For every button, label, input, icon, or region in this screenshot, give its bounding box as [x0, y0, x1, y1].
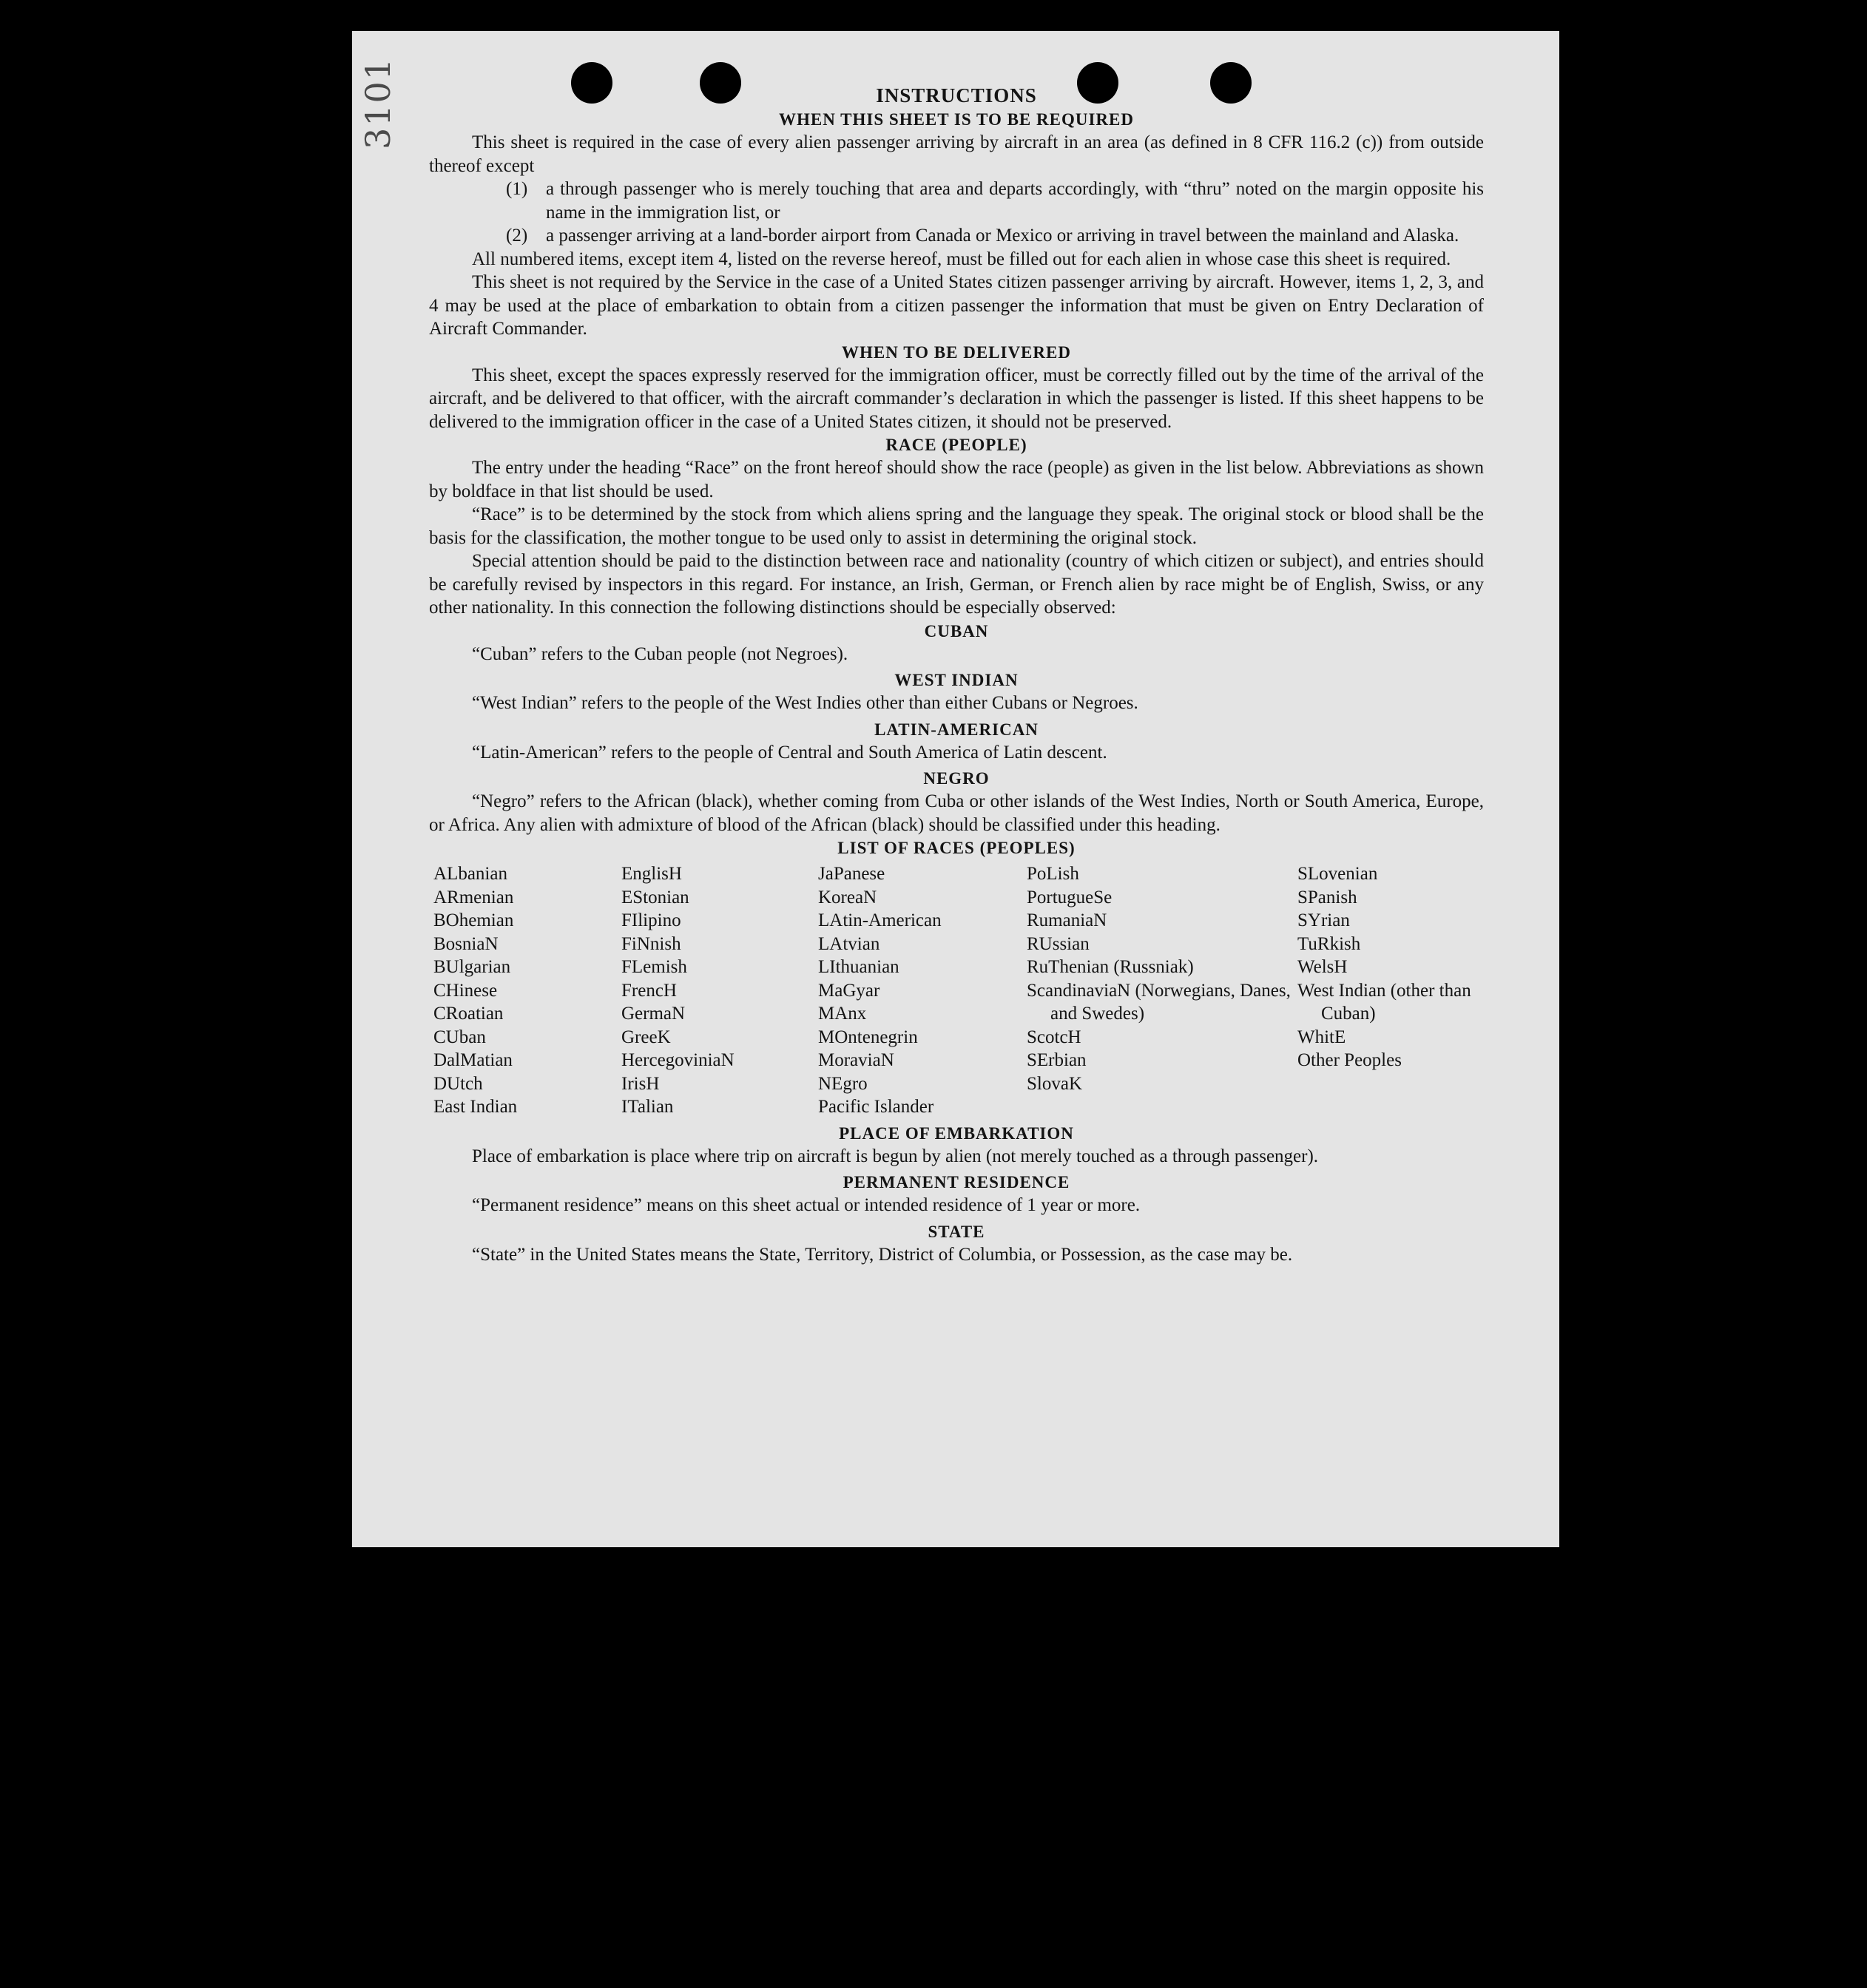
race-paragraph-2: “Race” is to be determined by the stock from which aliens spring and the language they speak. The original stock or blood shall be the basis for the classification, the mother tongue to be used only to assist in determining the original stock.	[429, 504, 1484, 548]
race-list-item: ScandinaviaN (Norwegians, Danes, and Swedes)	[1027, 980, 1291, 1024]
race-list-item: BOhemian	[433, 910, 514, 930]
race-list-item: SErbian	[1027, 1050, 1087, 1070]
race-list-item: FIlipino	[621, 910, 681, 930]
race-list-item: RUssian	[1027, 933, 1090, 954]
cuban-text: “Cuban” refers to the Cuban people (not Negroes).	[472, 643, 848, 664]
when-delivered-text: This sheet, except the spaces expressly reserved for the immigration officer, must be correctly filled out by the time of the arrival of the aircraft, and be delivered to that officer, with the aircraft commander’s declaration in which the passenger is listed. If this sheet happens to be delivered to the immigration officer in the case of a United States citizen, it should not be preserved.	[429, 365, 1484, 432]
race-list-item: MaGyar	[818, 980, 880, 1001]
race-list-item: KoreaN	[818, 887, 877, 907]
races-list	[429, 862, 1484, 1119]
race-list-item: Pacific Islander	[818, 1097, 934, 1117]
section-heading-embarkation: PLACE OF EMBARKATION	[839, 1123, 1074, 1143]
race-list-item: SPanish	[1297, 887, 1357, 907]
page-title: INSTRUCTIONS	[876, 84, 1037, 106]
race-paragraph-1: The entry under the heading “Race” on the front hereof should show the race (people) as given in the list below. Abbreviations as shown by boldface in that list should be used.	[429, 458, 1484, 501]
west-indian-text: “West Indian” refers to the people of the West Indies other than either Cubans or Negroes.	[472, 693, 1138, 713]
sheet-content	[429, 83, 1484, 1266]
race-list-item: FLemish	[621, 957, 687, 977]
negro-text: “Negro” refers to the African (black), whether coming from Cuba or other islands of the West Indies, North or South America, Europe, or Africa. Any alien with admixture of blood of the African (black) should be classified under this heading.	[429, 791, 1484, 835]
race-list-item: BosniaN	[433, 933, 499, 954]
race-list-item: MAnx	[818, 1004, 867, 1024]
section-heading-race: RACE (PEOPLE)	[885, 436, 1027, 454]
race-list-item: ScotcH	[1027, 1027, 1081, 1047]
numbered-items-paragraph: All numbered items, except item 4, listed on the reverse hereof, must be filled out for each alien in whose case this sheet is required.	[472, 248, 1451, 269]
item-text: a passenger arriving at a land-border airport from Canada or Mexico or arriving in travel between the mainland and Alaska.	[546, 226, 1459, 246]
race-list-item: SYrian	[1297, 910, 1350, 930]
item-number: (2)	[506, 226, 528, 246]
race-list-item: WelsH	[1297, 957, 1348, 977]
races-column-5	[1293, 862, 1484, 1119]
race-list-item: LAtin-American	[818, 910, 942, 930]
exception-item-1	[506, 178, 1484, 224]
race-paragraph-3: Special attention should be paid to the distinction between race and nationality (country of which citizen or subject), and entries should be carefully revised by inspectors in this regard. For instance, an Irish, German, or French alien by race might be of English, Swiss, or any other nationality. In this connection the following distinctions should be especially observed:	[429, 551, 1484, 618]
race-list-item: SLovenian	[1297, 864, 1378, 884]
item-number: (1)	[506, 179, 528, 199]
race-list-item: East Indian	[433, 1097, 518, 1117]
race-list-item: LAtvian	[818, 933, 880, 954]
race-list-item: MOntenegrin	[818, 1027, 918, 1047]
race-list-item: PortugueSe	[1027, 887, 1113, 907]
race-list-item: SlovaK	[1027, 1073, 1082, 1094]
handwritten-note: 3101	[358, 56, 398, 149]
section-heading-state: STATE	[928, 1222, 985, 1241]
race-list-item: RumaniaN	[1027, 910, 1107, 930]
race-list-item: GermaN	[621, 1004, 686, 1024]
races-column-1	[429, 862, 617, 1119]
races-column-3	[814, 862, 1022, 1119]
item-text: a through passenger who is merely touching that area and departs accordingly, with “thru” noted on the margin opposite his name in the immigration list, or	[546, 179, 1484, 223]
race-list-item: ARmenian	[433, 887, 514, 907]
state-text: “State” in the United States means the State, Territory, District of Columbia, or Possession, as the case may be.	[472, 1244, 1293, 1265]
section-heading-when-required: WHEN THIS SHEET IS TO BE REQUIRED	[779, 110, 1134, 129]
race-list-item: CRoatian	[433, 1004, 504, 1024]
citizen-paragraph: This sheet is not required by the Service in the case of a United States citizen passenger arriving by aircraft. However, items 1, 2, 3, and 4 may be used at the place of embarkation to obtain from a citizen passenger the information that must be given on Entry Declaration of Aircraft Commander.	[429, 272, 1484, 339]
race-list-item: CUban	[433, 1027, 486, 1047]
race-list-item: MoraviaN	[818, 1050, 894, 1070]
race-list-item: West Indian (other than Cuban)	[1297, 980, 1471, 1024]
races-column-2	[617, 862, 814, 1119]
race-list-item: CHinese	[433, 980, 498, 1001]
race-list-item: EStonian	[621, 887, 689, 907]
race-list-item: DUtch	[433, 1073, 483, 1094]
section-heading-negro: NEGRO	[923, 769, 990, 788]
race-list-item: FrencH	[621, 980, 677, 1001]
race-list-item: JaPanese	[818, 864, 885, 884]
race-list-item: Other Peoples	[1297, 1050, 1402, 1070]
race-list-item: PoLish	[1027, 864, 1079, 884]
race-list-item: ITalian	[621, 1097, 674, 1117]
race-list-item: ALbanian	[433, 864, 507, 884]
race-list-item: WhitE	[1297, 1027, 1346, 1047]
race-list-item: TuRkish	[1297, 933, 1361, 954]
race-list-item: HercegoviniaN	[621, 1050, 735, 1070]
race-list-item: LIthuanian	[818, 957, 899, 977]
when-required-intro: This sheet is required in the case of every alien passenger arriving by aircraft in an area (as defined in 8 CFR 116.2 (c)) from outside thereof except	[429, 132, 1484, 176]
race-list-item: EnglisH	[621, 864, 682, 884]
race-list-item: BUlgarian	[433, 957, 511, 977]
section-heading-west-indian: WEST INDIAN	[894, 671, 1019, 689]
exception-item-2	[506, 224, 1484, 248]
race-list-item: FiNnish	[621, 933, 681, 954]
race-list-item: RuThenian (Russniak)	[1027, 957, 1194, 977]
races-column-4	[1022, 862, 1293, 1119]
section-heading-latin-american: LATIN-AMERICAN	[874, 720, 1039, 739]
instruction-sheet	[352, 31, 1559, 1547]
section-heading-residence: PERMANENT RESIDENCE	[843, 1173, 1070, 1191]
race-list-item: NEgro	[818, 1073, 868, 1094]
section-heading-list-of-races: LIST OF RACES (PEOPLES)	[837, 839, 1076, 857]
race-list-item: GreeK	[621, 1027, 671, 1047]
residence-text: “Permanent residence” means on this sheet actual or intended residence of 1 year or more.	[472, 1195, 1141, 1215]
latin-american-text: “Latin-American” refers to the people of Central and South America of Latin descent.	[472, 742, 1107, 763]
section-heading-when-delivered: WHEN TO BE DELIVERED	[842, 342, 1071, 362]
race-list-item: DalMatian	[433, 1050, 513, 1070]
embarkation-text: Place of embarkation is place where trip on aircraft is begun by alien (not merely touched as a through passenger).	[472, 1146, 1319, 1166]
section-heading-cuban: CUBAN	[924, 621, 989, 640]
race-list-item: IrisH	[621, 1073, 660, 1094]
